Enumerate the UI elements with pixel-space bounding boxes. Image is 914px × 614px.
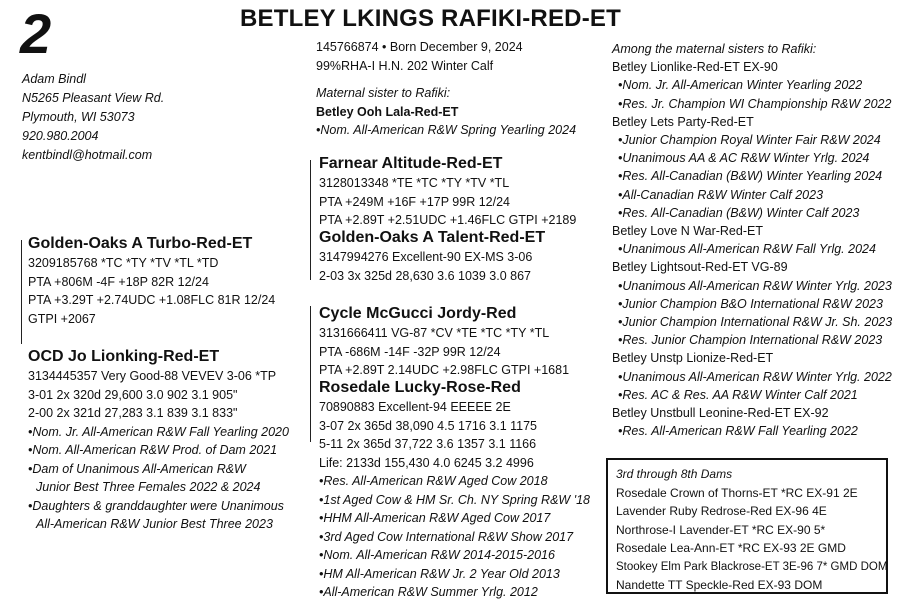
sister-entry-award: •Res. AC & Res. AA R&W Winter Calf 2021 (618, 387, 858, 402)
dam-dam-line: 3-07 2x 365d 38,090 4.5 1716 3.1 1175 (319, 418, 538, 433)
sire-dam-line: 3147994276 Excellent-90 EX-MS 3-06 (319, 250, 533, 264)
sire-line: PTA +2.89T +2.51UDC +1.46FLC GTPI +2189 (319, 213, 577, 227)
dam-dam-name: Rosedale Lucky-Rose-Red (319, 379, 521, 396)
dams-box-heading: 3rd through 8th Dams (616, 467, 733, 481)
sire-dam-line: 2-03 3x 325d 28,630 3.6 1039 3.0 867 (319, 268, 531, 283)
sire-dam-block (319, 226, 545, 285)
sister-name: Betley Ooh Lala-Red-ET (316, 104, 459, 119)
dams-box-line: Northrose-I Lavender-ET *RC EX-90 5* (616, 522, 826, 537)
maternal-sisters-heading: Among the maternal sisters to Rafiki: (612, 42, 817, 56)
dam-dam-award: •3rd Aged Cow International R&W Show 2017 (319, 529, 574, 544)
maternal-sisters (612, 40, 892, 440)
animal-info (316, 38, 576, 140)
dams-box-line: Rosedale Crown of Thorns-ET *RC EX-91 2E (616, 485, 858, 500)
dam-block (28, 345, 289, 534)
animal-rha-line: 99%RHA-I H.N. 202 Winter Calf (316, 58, 494, 73)
sister-entry-award: •Res. All-Canadian (B&W) Winter Calf 2023 (618, 205, 860, 220)
dam-award: •Dam of Unanimous All-American R&W (28, 461, 246, 476)
consignor-phone: 920.980.2004 (22, 129, 99, 143)
dam-dam-award: •Nom. All-American R&W 2014-2015-2016 (319, 548, 555, 562)
animal-id-line: 145766874 • Born December 9, 2024 (316, 40, 523, 54)
dam-award: All-American R&W Junior Best Three 2023 (36, 517, 273, 531)
sister-entry-award: •Junior Champion International R&W Jr. Sh. 2023 (618, 315, 893, 330)
dam-award: •Daughters & granddaughter were Unanimous (28, 498, 284, 513)
dam-line: 2-00 2x 321d 27,283 3.1 839 3.1 833" (28, 406, 238, 420)
consignor-city: Plymouth, WI 53073 (22, 110, 135, 124)
dam-dam-sire-line: PTA +2.89T 2.14UDC +2.98FLC GTPI +1681 (319, 363, 570, 377)
dam-award: Junior Best Three Females 2022 & 2024 (36, 480, 261, 494)
sister-entry-award: •Unanimous All-American R&W Fall Yrlg. 2024 (618, 242, 876, 257)
sister-award: •Nom. All-American R&W Spring Yearling 2024 (316, 123, 577, 137)
sister-entry-award: •Res. All-Canadian (B&W) Winter Yearling 2024 (618, 169, 883, 184)
dam-sire-line: PTA +3.29T +2.74UDC +1.08FLC 81R 12/24 (28, 293, 276, 307)
sister-entry-award: •Junior Champion Royal Winter Fair R&W 2024 (618, 133, 881, 148)
sister-entry-name: Betley Lightsout-Red-ET VG-89 (612, 260, 788, 275)
sister-entry-award: •Res. Junior Champion International R&W 2023 (618, 333, 883, 348)
lot-number: 2 (20, 2, 52, 65)
consignor-address: N5265 Pleasant View Rd. (22, 91, 165, 105)
dam-bracket-line (21, 240, 22, 344)
sister-entry-name: Betley Unstp Lionize-Red-ET (612, 351, 774, 366)
dam-line: 3-01 2x 320d 29,600 3.0 902 3.1 905" (28, 387, 238, 402)
consignor-info (22, 70, 164, 165)
sister-entry-name: Betley Lets Party-Red-ET (612, 114, 754, 129)
dam-dam-award: •Res. All-American R&W Aged Cow 2018 (319, 474, 548, 488)
dams-box-line: Lavender Ruby Redrose-Red EX-96 4E (616, 504, 827, 518)
sire-line: 3128013348 *TE *TC *TY *TV *TL (319, 176, 510, 190)
sister-entry-name: Betley Unstbull Leonine-Red-ET EX-92 (612, 406, 829, 421)
sister-entry-award: •Res. All-American R&W Fall Yearling 2022 (618, 424, 858, 439)
dam-dam-block (319, 376, 590, 602)
sister-entry-award: •Unanimous AA & AC R&W Winter Yrlg. 2024 (618, 151, 870, 166)
consignor-email: kentbindl@hotmail.com (22, 148, 153, 162)
sister-entry-award: •Nom. Jr. All-American Winter Yearling 2022 (618, 78, 863, 93)
sire-name: Farnear Altitude-Red-ET (319, 155, 503, 172)
dam-dam-sire-name: Cycle McGucci Jordy-Red (319, 305, 517, 322)
sister-entry-award: •All-Canadian R&W Winter Calf 2023 (618, 187, 824, 202)
dam-name: OCD Jo Lionking-Red-ET (28, 348, 220, 365)
dam-sire-line: 3209185768 *TC *TY *TV *TL *TD (28, 256, 219, 270)
dam-sire-line: GTPI +2067 (28, 311, 96, 326)
dam-line: 3134445357 Very Good-88 VEVEV 3-06 *TP (28, 369, 277, 383)
dams-box-line: Stookey Elm Park Blackrose-ET 3E-96 7* GMD DOM (616, 560, 888, 573)
dam-dam-line: Life: 2133d 155,430 4.0 6245 3.2 4996 (319, 455, 534, 470)
sister-entry-name: Betley Lionlike-Red-ET EX-90 (612, 60, 778, 75)
sister-entry-award: •Res. Jr. Champion WI Championship R&W 2022 (618, 96, 892, 111)
dams-box (606, 458, 888, 594)
dam-sire-name: Golden-Oaks A Turbo-Red-ET (28, 235, 253, 252)
sister-heading: Maternal sister to Rafiki: (316, 86, 451, 100)
page-title: BETLEY LKINGS RAFIKI-RED-ET (240, 5, 621, 32)
sire-bracket-line (310, 160, 311, 280)
dam-dam-award: •1st Aged Cow & HM Sr. Ch. NY Spring R&W '18 (319, 492, 590, 507)
dam-dam-sire-line: 3131666411 VG-87 *CV *TE *TC *TY *TL (319, 326, 550, 340)
dam-sire-block (28, 232, 275, 328)
sire-line: PTA +249M +16F +17P 99R 12/24 (319, 194, 510, 209)
dam-award: •Nom. All-American R&W Prod. of Dam 2021 (28, 443, 278, 457)
sire-block (319, 152, 576, 230)
dam-dam-line: 70890883 Excellent-94 EEEEE 2E (319, 400, 511, 414)
sire-dam-name: Golden-Oaks A Talent-Red-ET (319, 229, 546, 246)
dam-dam-award: •HM All-American R&W Jr. 2 Year Old 2013 (319, 566, 560, 581)
dams-box-line: Nandette TT Speckle-Red EX-93 DOM (616, 578, 823, 592)
dam-award: •Nom. Jr. All-American R&W Fall Yearling 2020 (28, 424, 289, 439)
dam-dam-sire-line: PTA -686M -14F -32P 99R 12/24 (319, 344, 501, 359)
dam-sire-line: PTA +806M -4F +18P 82R 12/24 (28, 274, 209, 289)
sister-entry-award: •Junior Champion B&O International R&W 2023 (618, 296, 883, 311)
dam-dam-award: •All-American R&W Summer Yrlg. 2012 (319, 585, 538, 599)
consignor-name: Adam Bindl (22, 72, 86, 86)
sister-entry-award: •Unanimous All-American R&W Winter Yrlg. 2023 (618, 278, 892, 293)
dam-dam-sire-block (319, 302, 569, 380)
dam-dam-bracket-line (310, 306, 311, 442)
sister-entry-award: •Unanimous All-American R&W Winter Yrlg. 2022 (618, 369, 892, 384)
dam-dam-award: •HHM All-American R&W Aged Cow 2017 (319, 511, 551, 525)
sister-entry-name: Betley Love N War-Red-ET (612, 224, 763, 239)
dam-dam-line: 5-11 2x 365d 37,722 3.6 1357 3.1 1166 (319, 437, 537, 451)
dams-box-line: Rosedale Lea-Ann-ET *RC EX-93 2E GMD (616, 541, 846, 555)
